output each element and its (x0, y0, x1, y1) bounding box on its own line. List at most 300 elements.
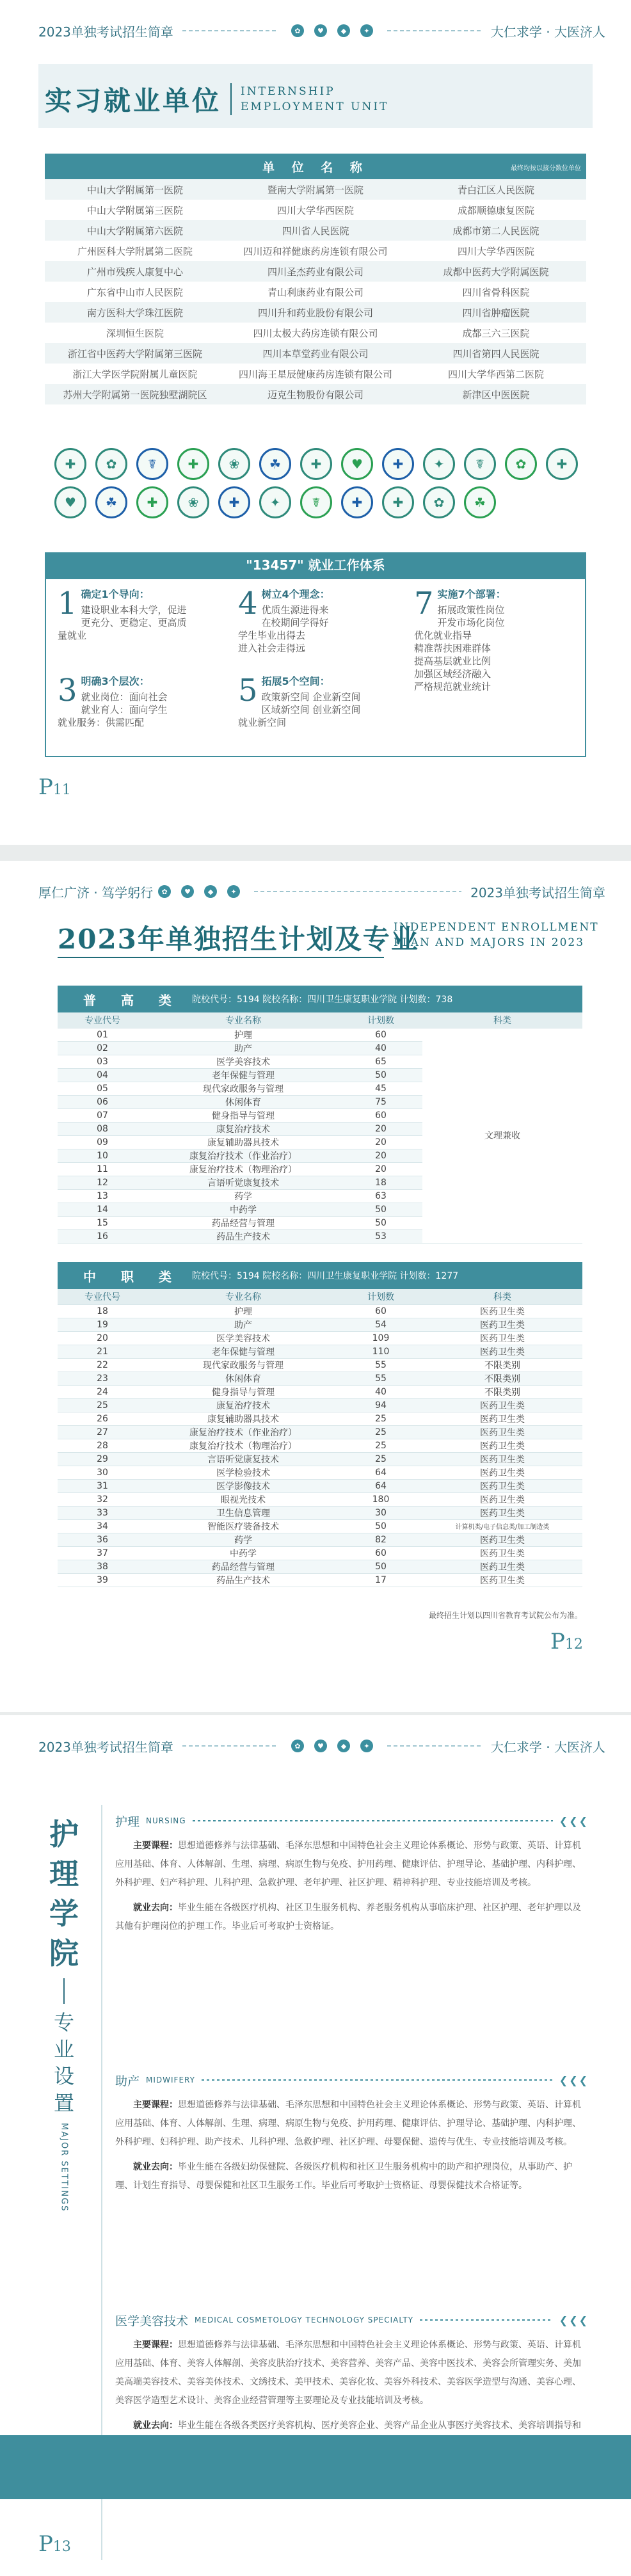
plan-count: 50 (339, 1216, 422, 1229)
system-line: 进入社会走得远 (238, 643, 306, 654)
major-name: 康复治疗技术 (147, 1122, 339, 1135)
header-divider (182, 1745, 277, 1747)
table-row (58, 1358, 582, 1372)
category-cell: 医药卫生类 (422, 1412, 582, 1425)
system-number: 7 (414, 586, 434, 621)
category-cell: 医药卫生类 (422, 1425, 582, 1439)
table-row (45, 364, 586, 384)
major-code: 15 (58, 1216, 147, 1229)
major-name: 医学美容技术 (147, 1055, 339, 1068)
major-name: 助产 (147, 1318, 339, 1331)
major-nursing (115, 1811, 589, 1936)
flower-icon: ✿ (291, 1740, 304, 1752)
plan-count: 75 (339, 1095, 422, 1108)
table-row (58, 1304, 582, 1318)
major-name: 康复治疗技术 (147, 1398, 339, 1412)
unit-name: 广州医科大学附属第二医院 (77, 245, 193, 257)
table-row (58, 1331, 582, 1345)
system-number: 4 (238, 586, 258, 621)
courses-label: 主要课程： (133, 2100, 178, 2110)
unit-name: 四川大学华西第二医院 (447, 368, 544, 380)
plan-count: 50 (339, 1203, 422, 1216)
major-name: 医学影像技术 (147, 1479, 339, 1492)
major-name: 医学美容技术 (115, 2314, 189, 2328)
system-line: 优化就业指导 (414, 630, 472, 641)
unit-name: 中山大学附属第三医院 (86, 204, 183, 216)
plan-count: 17 (339, 1573, 422, 1587)
plan-count: 50 (339, 1068, 422, 1082)
courses-label: 主要课程： (133, 2340, 178, 2350)
major-courses (115, 1837, 589, 1892)
hospital-logo-icon: ✚ (300, 448, 332, 480)
courses-label: 主要课程： (133, 1841, 178, 1851)
system-line: 更充分、更稳定、更高质 (81, 617, 187, 628)
table-row (45, 220, 586, 241)
unit-name: 四川圣杰药业有限公司 (225, 261, 406, 282)
major-name: 康复治疗技术（物理治疗） (147, 1162, 339, 1176)
hospital-logo-icon: ☘ (464, 486, 496, 518)
major-code: 27 (58, 1425, 147, 1439)
table-row (58, 1506, 582, 1519)
general-plan-table (58, 1012, 582, 1244)
major-code: 33 (58, 1506, 147, 1519)
page-13 (0, 1715, 631, 2576)
chevrons-icon: ❮❮❮ (559, 2074, 589, 2086)
general-section-header (58, 986, 582, 1012)
unit-name: 四川省第四人民医院 (406, 343, 586, 364)
unit-name: 深圳恒生医院 (106, 327, 164, 339)
side-char: 置 (53, 2091, 74, 2115)
section-title-cn: 实习就业单位 (45, 85, 222, 116)
side-char: 护 (49, 1817, 79, 1852)
table-row (45, 323, 586, 343)
system-line: 严格规范就业统计 (414, 681, 491, 692)
system-line: 加强区域经济融入 (414, 668, 491, 680)
plan-count: 40 (339, 1041, 422, 1055)
system-line: 就业服务：供需匹配 (58, 717, 145, 728)
col-major: 专业名称 (147, 1012, 339, 1028)
unit-name: 南方医科大学珠江医院 (45, 302, 225, 323)
hospital-logo-icon: ♥ (54, 486, 86, 518)
major-code: 34 (58, 1519, 147, 1533)
system-block (238, 675, 404, 729)
major-code: 07 (58, 1108, 147, 1122)
major-name: 助产 (115, 2074, 140, 2088)
system-line: 就业岗位：面向社会 (81, 691, 168, 703)
system-title: 树立4个理念： (261, 588, 330, 600)
hospital-logo-icon: ✚ (177, 448, 209, 480)
page-number: P12 (550, 1629, 583, 1654)
plan-count: 25 (339, 1412, 422, 1425)
header-divider (387, 30, 482, 31)
major-name: 休闲体育 (147, 1372, 339, 1385)
units-table-note: 最终均按以接分数位单位 (511, 165, 581, 172)
brochure-title: 2023单独考试招生简章 (38, 1739, 173, 1755)
unit-name: 成都市第二人民医院 (406, 220, 586, 241)
major-name: 中药学 (147, 1546, 339, 1560)
unit-name: 四川省人民医院 (225, 220, 406, 241)
major-code: 16 (58, 1229, 147, 1243)
major-employment (115, 1899, 589, 1936)
employment-text: 毕业生能在各级妇幼保健院、各级医疗机构和社区卫生服务机构中的助产和护理岗位，从事助产、护理、计划生育指导、母婴保健和社区卫生服务工作。毕业后可考取护士资格证、母婴保健技术合格证等。 (115, 2162, 572, 2191)
major-name: 老年保健与管理 (147, 1068, 339, 1082)
system-line: 提高基层就业比例 (414, 655, 491, 667)
system-title: 拓展5个空间： (261, 675, 330, 687)
major-name: 药学 (147, 1189, 339, 1203)
major-code: 19 (58, 1318, 147, 1331)
col-category: 科类 (422, 1012, 582, 1028)
major-name: 康复治疗技术（物理治疗） (147, 1439, 339, 1452)
major-code: 26 (58, 1412, 147, 1425)
side-char: 院 (49, 1936, 79, 1971)
vocational-section-info: 院校代号：5194 院校名称：四川卫生康复职业学院 计划数：1277 (192, 1271, 459, 1281)
category-cell: 医药卫生类 (422, 1439, 582, 1452)
table-row (58, 1412, 582, 1425)
major-name-en: MIDWIFERY (146, 2076, 195, 2084)
general-section-info: 院校代号：5194 院校名称：四川卫生康复职业学院 计划数：738 (192, 995, 453, 1005)
system-line: 开发市场化岗位 (437, 617, 505, 628)
hospital-logo-icon: ✚ (546, 448, 578, 480)
system-title: 实施7个部署： (437, 588, 506, 600)
unit-name: 浙江省中医药大学附属第三医院 (45, 343, 225, 364)
major-code: 06 (58, 1095, 147, 1108)
courses-text: 思想道德修养与法律基础、毛泽东思想和中国特色社会主义理论体系概论、形势与政策、英语、计算机应用基础、体育、美容人体解剖、美容皮肤治疗技术、美容营养、美容产品、美容中医技术、美容会所管理实务、美加美高端美容技术、美容美体技术、文绣技术、美甲技术、美容化妆、美容外科技术、美容医学造型与沟通、美容心理、美容医学造型艺术设计、美容企业经营管理等主要理论及专业技能培训及考核。 (115, 2340, 581, 2406)
major-name: 医学检验技术 (147, 1466, 339, 1479)
col-plan: 计划数 (339, 1289, 422, 1304)
section-title-en: INTERNSHIP EMPLOYMENT UNIT (241, 85, 389, 113)
major-name: 药学 (147, 1533, 339, 1546)
flower-icon: ✿ (291, 24, 304, 37)
plan-count: 60 (339, 1028, 422, 1041)
header-divider (182, 30, 277, 31)
major-code: 03 (58, 1055, 147, 1068)
school-motto: 大仁求学 · 大医济人 (490, 1739, 606, 1755)
system-line: 学生毕业出得去 (238, 630, 306, 641)
plan-count: 64 (339, 1466, 422, 1479)
diamond-icon: ◆ (204, 885, 217, 898)
hospital-logo-icon: ❀ (218, 448, 250, 480)
college-side-title (45, 1814, 83, 2212)
plan-count: 60 (339, 1546, 422, 1560)
system-title: 明确3个层次： (81, 675, 150, 687)
unit-name: 迈克生物股份有限公司 (225, 384, 406, 404)
major-courses (115, 2336, 589, 2410)
category-cell: 不限类别 (422, 1385, 582, 1398)
major-name: 药品生产技术 (147, 1229, 339, 1243)
title-divider (230, 83, 232, 115)
major-code: 11 (58, 1162, 147, 1176)
major-code: 12 (58, 1176, 147, 1189)
col-code: 专业代号 (58, 1012, 147, 1028)
category-cell: 医药卫生类 (422, 1466, 582, 1479)
major-employment (115, 2158, 589, 2195)
major-code: 30 (58, 1466, 147, 1479)
system-line: 政策新空间 企业新空间 (261, 691, 361, 703)
major-name: 康复辅助器具技术 (147, 1412, 339, 1425)
major-name: 健身指导与管理 (147, 1108, 339, 1122)
unit-name: 成都顺德康复医院 (457, 204, 534, 216)
major-name: 现代家政服务与管理 (147, 1358, 339, 1372)
heart-icon: ♥ (314, 1740, 327, 1752)
hospital-logo-icon: ✦ (423, 448, 455, 480)
plan-count: 25 (339, 1452, 422, 1466)
plan-count: 110 (339, 1345, 422, 1358)
major-name-en: MEDICAL COSMETOLOGY TECHNOLOGY SPECIALTY (195, 2316, 414, 2324)
category-cell: 医药卫生类 (422, 1492, 582, 1506)
employment-units-table (45, 154, 586, 404)
table-row (58, 1546, 582, 1560)
page-header (38, 18, 605, 44)
major-code: 25 (58, 1398, 147, 1412)
system-line: 就业新空间 (238, 717, 287, 728)
major-courses (115, 2096, 589, 2152)
side-char: 业 (53, 2037, 74, 2061)
employment-label: 就业去向： (133, 2420, 178, 2431)
major-code: 01 (58, 1028, 147, 1041)
plan-count: 25 (339, 1425, 422, 1439)
plan-footnote: 最终招生计划以四川省教育考试院公布为准。 (428, 1611, 582, 1620)
hospital-logo-icon: ✿ (423, 486, 455, 518)
col-major: 专业名称 (147, 1289, 339, 1304)
table-row (58, 1466, 582, 1479)
unit-name: 中山大学附属第一医院 (45, 179, 225, 200)
major-name: 医学美容技术 (147, 1331, 339, 1345)
major-code: 37 (58, 1546, 147, 1560)
page-12 (0, 861, 631, 1712)
school-motto: 厚仁广济 · 笃学躬行 (38, 884, 154, 900)
plan-count: 20 (339, 1149, 422, 1162)
heart-icon: ♥ (181, 885, 194, 898)
table-row (45, 343, 586, 364)
unit-name: 暨南大学附属第一医院 (225, 179, 406, 200)
unit-name: 浙江大学医学院附属儿童医院 (72, 368, 198, 380)
major-name: 护理 (147, 1304, 339, 1318)
category-cell: 医药卫生类 (422, 1452, 582, 1466)
system-title: 确定1个导向： (81, 588, 150, 600)
table-row (45, 241, 586, 261)
major-name: 康复治疗技术（作业治疗） (147, 1149, 339, 1162)
category-cell: 不限类别 (422, 1372, 582, 1385)
major-code: 18 (58, 1304, 147, 1318)
major-code: 23 (58, 1372, 147, 1385)
category-cell: 医药卫生类 (422, 1318, 582, 1331)
major-code: 05 (58, 1082, 147, 1095)
table-row (58, 1318, 582, 1331)
table-row (58, 1573, 582, 1587)
work-system-box (45, 578, 586, 757)
plan-count: 20 (339, 1135, 422, 1149)
plan-count: 109 (339, 1331, 422, 1345)
title-dotted-line (202, 2079, 553, 2081)
table-row (45, 282, 586, 302)
system-line: 建设职业本科大学，促进 (81, 604, 187, 616)
employment-label: 就业去向： (133, 2162, 178, 2172)
side-title-en: MAJOR SETTINGS (59, 2123, 69, 2212)
hospital-logo-icon: ✚ (341, 486, 373, 518)
unit-name: 青山利康药业有限公司 (267, 286, 363, 298)
partner-logos (54, 448, 579, 518)
major-name: 老年保健与管理 (147, 1345, 339, 1358)
major-name: 药品经营与管理 (147, 1560, 339, 1573)
plan-count: 64 (339, 1479, 422, 1492)
hospital-logo-icon: ✿ (95, 448, 127, 480)
major-code: 04 (58, 1068, 147, 1082)
plan-count: 60 (339, 1108, 422, 1122)
col-code: 专业代号 (58, 1289, 147, 1304)
major-name: 康复辅助器具技术 (147, 1135, 339, 1149)
category-cell: 医药卫生类 (422, 1479, 582, 1492)
plan-count: 20 (339, 1162, 422, 1176)
employment-text: 毕业生能在各级各类医疗美容机构、医疗美容企业、美容产品企业从事医疗美容技术、美容培训指导和 (178, 2420, 581, 2431)
plan-title-en: INDEPENDENT ENROLLMENT PLAN AND MAJORS IN 2023 (394, 921, 599, 949)
category-cell: 医药卫生类 (422, 1304, 582, 1318)
unit-name: 四川本草堂药业有限公司 (225, 343, 406, 364)
general-section-name: 普 高 类 (83, 992, 182, 1008)
plan-count: 55 (339, 1372, 422, 1385)
side-char: 设 (53, 2064, 74, 2088)
title-underline (58, 957, 384, 958)
major-name: 卫生信息管理 (147, 1506, 339, 1519)
page-number: P13 (38, 2531, 71, 2557)
major-title (115, 1811, 589, 1830)
diamond-icon: ◆ (337, 1740, 350, 1752)
school-motto: 大仁求学 · 大医济人 (490, 24, 606, 40)
unit-name: 中山大学附属第六医院 (45, 220, 225, 241)
col-plan: 计划数 (339, 1012, 422, 1028)
major-name: 药品经营与管理 (147, 1216, 339, 1229)
table-row (45, 179, 586, 200)
unit-name: 新津区中医医院 (406, 384, 586, 404)
system-line: 拓展政策性岗位 (437, 604, 505, 616)
units-table-header: 单 位 名 称 最终均按以接分数位单位 (45, 154, 586, 179)
header-divider (254, 891, 461, 892)
plan-count: 55 (339, 1358, 422, 1372)
courses-text: 思想道德修养与法律基础、毛泽东思想和中国特色社会主义理论体系概论、形势与政策、英语、计算机应用基础、体育、人体解剖、生理、病理、病原生物与免疫、护用药理、健康评估、护理导论、基础护理、内科护理、外科护理、妇产科护理、儿科护理、急救护理、老年护理、社区护理、精神科护理、专业技能培训及考核。 (115, 1841, 581, 1888)
unit-name: 四川迈和祥健康药房连锁有限公司 (243, 245, 388, 257)
category-cell: 医药卫生类 (422, 1331, 582, 1345)
category-cell: 医药卫生类 (422, 1573, 582, 1587)
employment-text: 毕业生能在各级医疗机构、社区卫生服务机构、养老服务机构从事临床护理、社区护理、老年护理以及其他有护理岗位的护理工作。毕业后可考取护士资格证。 (115, 1903, 581, 1932)
chevrons-icon: ❮❮❮ (559, 2314, 589, 2326)
vocational-section-header (58, 1262, 582, 1289)
table-row (58, 1385, 582, 1398)
system-line: 就业育人：面向学生 (81, 704, 168, 716)
major-name: 护理 (147, 1028, 339, 1041)
page-11 (0, 0, 631, 845)
major-code: 28 (58, 1439, 147, 1452)
hospital-logo-icon: ☤ (464, 448, 496, 480)
table-row (58, 1028, 582, 1041)
major-name: 护理 (115, 1814, 140, 1829)
title-dotted-line (193, 1820, 553, 1821)
unit-name: 四川大学华西医院 (276, 204, 354, 216)
plan-count: 18 (339, 1176, 422, 1189)
major-code: 29 (58, 1452, 147, 1466)
plan-count: 40 (339, 1385, 422, 1398)
category-cell: 医药卫生类 (422, 1345, 582, 1358)
plan-count: 65 (339, 1055, 422, 1068)
plan-count: 82 (339, 1533, 422, 1546)
system-block (414, 588, 574, 693)
table-row (58, 1533, 582, 1546)
vocational-section-name: 中 职 类 (83, 1268, 182, 1284)
col-category: 科类 (422, 1289, 582, 1304)
hospital-logo-icon: ✚ (218, 486, 250, 518)
plan-count: 53 (339, 1229, 422, 1243)
star-icon: ✦ (360, 24, 373, 37)
hospital-logo-icon: ✚ (54, 448, 86, 480)
major-code: 38 (58, 1560, 147, 1573)
major-code: 21 (58, 1345, 147, 1358)
unit-name: 青白江区人民医院 (406, 179, 586, 200)
table-row (45, 302, 586, 323)
page-number: P11 (38, 774, 71, 800)
system-line: 精准帮扶困难群体 (414, 643, 491, 654)
title-dotted-line (420, 2319, 553, 2321)
heart-icon: ♥ (314, 24, 327, 37)
unit-name: 四川太极大药房连锁有限公司 (253, 327, 378, 339)
major-cosmetology (115, 2310, 589, 2454)
major-title (115, 2310, 589, 2330)
major-name: 言语听觉康复技术 (147, 1176, 339, 1189)
plan-count: 50 (339, 1519, 422, 1533)
courses-text: 思想道德修养与法律基础、毛泽东思想和中国特色社会主义理论体系概论、形势与政策、英语、计算机应用基础、体育、人体解剖、生理、病理、病原生物与免疫、护用药理、健康评估、护理导论、基础护理、内科护理、外科护理、妇科护理、助产技术、儿科护理、急救护理、社区护理、母婴保健、遗传与优生、专业技能培训及考核。 (115, 2100, 581, 2147)
system-number: 1 (58, 586, 77, 621)
table-row (58, 1439, 582, 1452)
category-cell: 医药卫生类 (422, 1546, 582, 1560)
unit-name: 广州市残疾人康复中心 (45, 261, 225, 282)
category-cell: 医药卫生类 (422, 1506, 582, 1519)
brochure-title: 2023单独考试招生简章 (38, 24, 173, 40)
unit-name: 成都中医药大学附属医院 (406, 261, 586, 282)
major-name: 休闲体育 (147, 1095, 339, 1108)
system-line: 优质生源进得来 (261, 604, 329, 616)
table-row (58, 1492, 582, 1506)
plan-count: 45 (339, 1082, 422, 1095)
hospital-logo-icon: ☤ (136, 448, 168, 480)
flower-icon: ✿ (158, 885, 171, 898)
major-name: 言语听觉康复技术 (147, 1452, 339, 1466)
plan-count: 25 (339, 1439, 422, 1452)
hospital-logo-icon: ✚ (382, 486, 414, 518)
side-char: 理 (49, 1857, 79, 1891)
unit-name: 四川省肿瘤医院 (406, 302, 586, 323)
category-cell: 医药卫生类 (422, 1560, 582, 1573)
unit-name: 苏州大学附属第一医院独墅湖院区 (45, 384, 225, 404)
major-midwifery (115, 2070, 589, 2195)
major-title (115, 2070, 589, 2090)
major-code: 31 (58, 1479, 147, 1492)
major-code: 13 (58, 1189, 147, 1203)
category-cell: 不限类别 (422, 1358, 582, 1372)
unit-name: 四川升和药业股份有限公司 (225, 302, 406, 323)
unit-name: 广东省中山市人民医院 (86, 286, 183, 298)
hospital-logo-icon: ☘ (259, 448, 291, 480)
system-block (58, 588, 224, 642)
hospital-logo-icon: ☤ (300, 486, 332, 518)
hospital-logo-icon: ❀ (177, 486, 209, 518)
vocational-plan-table (58, 1289, 582, 1587)
side-char: 学 (49, 1896, 79, 1931)
major-name: 眼视光技术 (147, 1492, 339, 1506)
table-row (58, 1425, 582, 1439)
category-cell: 计算机类/电子信息类/加工制造类 (422, 1519, 582, 1533)
system-number: 3 (58, 673, 77, 708)
major-code: 14 (58, 1203, 147, 1216)
system-block (238, 588, 398, 655)
major-name: 现代家政服务与管理 (147, 1082, 339, 1095)
work-system-title: "13457" 就业工作体系 (45, 552, 586, 578)
